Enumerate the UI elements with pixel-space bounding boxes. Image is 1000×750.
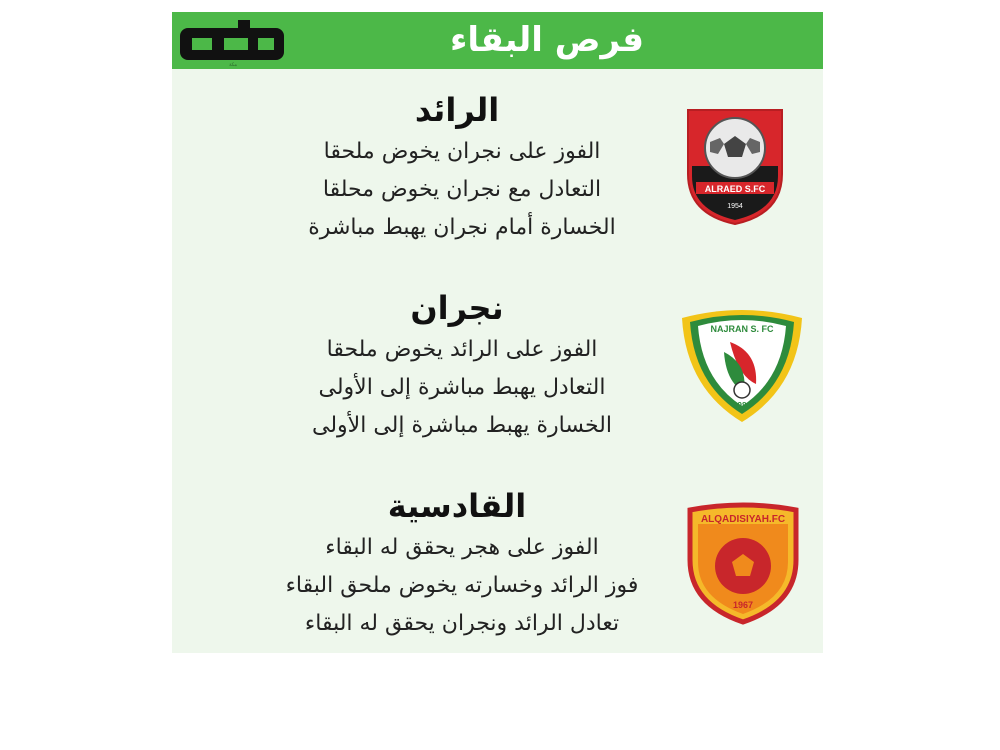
team-section-alqadisiyah — [172, 486, 823, 656]
page-title: فرص البقاء — [450, 20, 644, 60]
scenario-line: فوز الرائد وخسارته يخوض ملحق البقاء — [285, 573, 639, 598]
badge-year: 1954 — [727, 203, 743, 210]
makkah-logo-icon — [178, 16, 288, 68]
najran-badge-icon — [678, 302, 806, 426]
scenario-line: الفوز على هجر يحقق له البقاء — [325, 535, 599, 560]
alraed-badge-icon — [680, 104, 790, 228]
badge-text: NAJRAN S. FC — [710, 324, 774, 334]
scenario-line: تعادل الرائد ونجران يحقق له البقاء — [304, 611, 620, 636]
scenario-line: الخسارة أمام نجران يهبط مباشرة — [308, 215, 616, 240]
header-bar — [172, 12, 823, 69]
badge-text: ALQADISIYAH.FC — [700, 514, 786, 525]
scenario-line: الفوز على نجران يخوض ملحقا — [323, 139, 601, 164]
survival-chances-card — [172, 12, 823, 653]
logo-text: مكة — [228, 62, 238, 68]
badge-year: 1967 — [732, 600, 754, 610]
alqadisiyah-badge-icon — [684, 500, 802, 626]
scenario-line: الفوز على الرائد يخوض ملحقا — [326, 337, 598, 362]
badge-text: ALRAED S.FC — [704, 184, 766, 194]
scenario-line: الخسارة يهبط مباشرة إلى الأولى — [312, 413, 612, 438]
team-section-alraed — [172, 90, 823, 260]
team-name: الرائد — [414, 91, 500, 129]
team-name: نجران — [410, 289, 504, 327]
team-name: القادسية — [387, 487, 527, 525]
scenario-line: التعادل يهبط مباشرة إلى الأولى — [318, 375, 606, 400]
scenario-line: التعادل مع نجران يخوض محلقا — [322, 177, 602, 202]
badge-year: 1980 — [733, 401, 751, 410]
team-section-najran — [172, 288, 823, 458]
